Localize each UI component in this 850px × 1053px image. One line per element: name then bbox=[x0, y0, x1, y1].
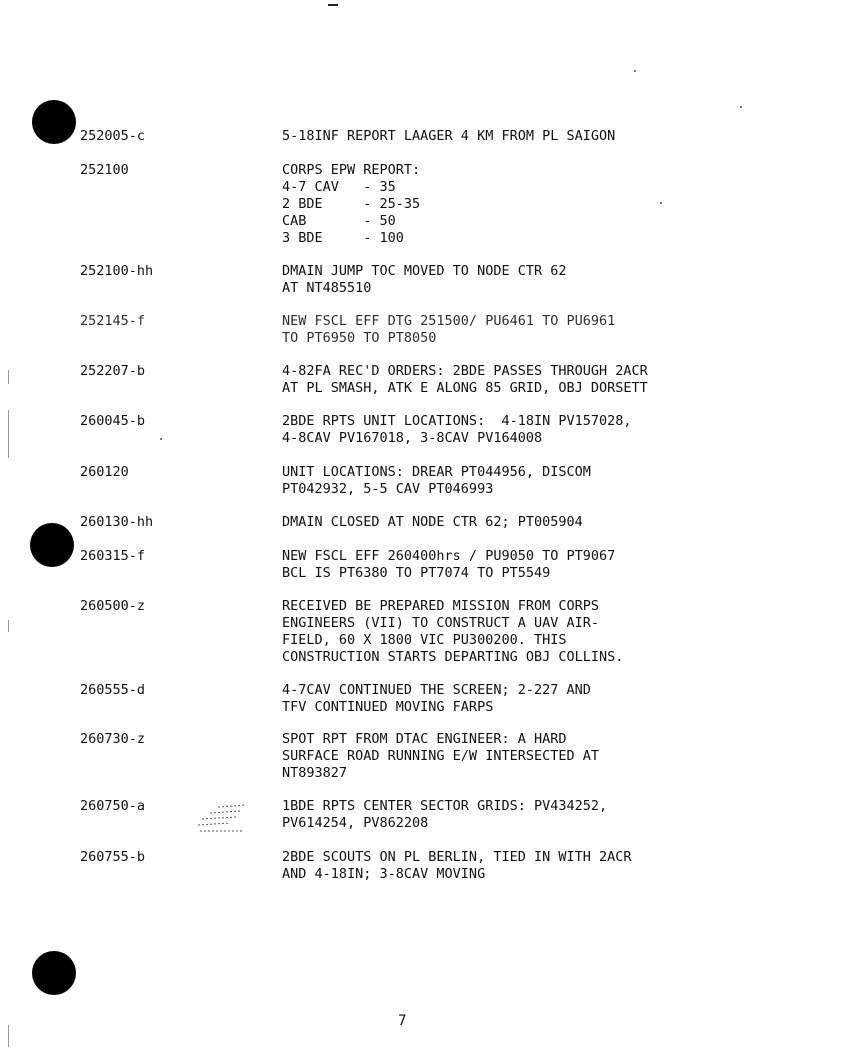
entry-dtg: 260755-b bbox=[80, 849, 146, 865]
entry-dtg: 252145-f bbox=[80, 313, 146, 329]
entry-line: 2BDE RPTS UNIT LOCATIONS: 4-18IN PV157028, bbox=[282, 413, 632, 429]
entry-line: CAB - 50 bbox=[282, 213, 396, 229]
entry-line: CORPS EPW REPORT: bbox=[282, 162, 421, 178]
entry-dtg: 252100 bbox=[80, 162, 129, 178]
entry-dtg: 252100-hh bbox=[80, 263, 154, 279]
entry-dtg: 260315-f bbox=[80, 548, 146, 564]
entry-dtg: 260500-z bbox=[80, 598, 146, 614]
entry-text bbox=[282, 464, 591, 498]
entry-line: NT893827 bbox=[282, 765, 348, 781]
entry-dtg: 260045-b bbox=[80, 413, 146, 429]
entry-line: 3 BDE - 100 bbox=[282, 230, 404, 246]
entry-line: 4-8CAV PV167018, 3-8CAV PV164008 bbox=[282, 430, 543, 446]
entry-text bbox=[282, 682, 591, 716]
entry-line: UNIT LOCATIONS: DREAR PT044956, DISCOM bbox=[282, 464, 591, 480]
entry-line: PT042932, 5-5 CAV PT046993 bbox=[282, 481, 494, 497]
entry-text bbox=[282, 731, 599, 782]
entry-text bbox=[282, 548, 615, 582]
entry-line: RECEIVED BE PREPARED MISSION FROM CORPS bbox=[282, 598, 599, 614]
entry-line: CONSTRUCTION STARTS DEPARTING OBJ COLLINS. bbox=[282, 649, 624, 665]
entry-text bbox=[282, 128, 615, 145]
entry-line: AT NT485510 bbox=[282, 280, 372, 296]
entry-line: 2BDE SCOUTS ON PL BERLIN, TIED IN WITH 2ACR bbox=[282, 849, 632, 865]
entry-line: TO PT6950 TO PT8050 bbox=[282, 330, 437, 346]
entry-line: 2 BDE - 25-35 bbox=[282, 196, 421, 212]
entry-line: 4-7 CAV - 35 bbox=[282, 179, 396, 195]
entry-dtg: 260730-z bbox=[80, 731, 146, 747]
entry-line: 4-7CAV CONTINUED THE SCREEN; 2-227 AND bbox=[282, 682, 591, 698]
entry-line: AND 4-18IN; 3-8CAV MOVING bbox=[282, 866, 486, 882]
entry-dtg: 260750-a bbox=[80, 798, 146, 814]
entry-line: SPOT RPT FROM DTAC ENGINEER: A HARD bbox=[282, 731, 567, 747]
entry-text bbox=[282, 849, 632, 883]
entry-text bbox=[282, 313, 615, 347]
entry-text bbox=[282, 598, 623, 666]
entry-dtg: 252207-b bbox=[80, 363, 146, 379]
entry-line: NEW FSCL EFF DTG 251500/ PU6461 TO PU6961 bbox=[282, 313, 616, 329]
entry-text bbox=[282, 162, 420, 247]
entry-line: AT PL SMASH, ATK E ALONG 85 GRID, OBJ DORSETT bbox=[282, 380, 648, 396]
entry-line: NEW FSCL EFF 260400hrs / PU9050 TO PT9067 bbox=[282, 548, 616, 564]
entry-text bbox=[282, 514, 583, 531]
entry-line: DMAIN JUMP TOC MOVED TO NODE CTR 62 bbox=[282, 263, 567, 279]
entry-line: 5-18INF REPORT LAAGER 4 KM FROM PL SAIGON bbox=[282, 128, 616, 144]
entry-line: FIELD, 60 X 1800 VIC PU300200. THIS bbox=[282, 632, 567, 648]
page-number: 7 bbox=[398, 1013, 407, 1029]
entry-text bbox=[282, 263, 566, 297]
entry-dtg: 252005-c bbox=[80, 128, 146, 144]
entry-line: PV614254, PV862208 bbox=[282, 815, 429, 831]
entry-dtg: 260130-hh bbox=[80, 514, 154, 530]
entry-line: BCL IS PT6380 TO PT7074 TO PT5549 bbox=[282, 565, 551, 581]
entry-line: TFV CONTINUED MOVING FARPS bbox=[282, 699, 494, 715]
entry-line: SURFACE ROAD RUNNING E/W INTERSECTED AT bbox=[282, 748, 599, 764]
entry-line: ENGINEERS (VII) TO CONSTRUCT A UAV AIR- bbox=[282, 615, 599, 631]
entry-dtg: 260120 bbox=[80, 464, 129, 480]
entry-text bbox=[282, 413, 632, 447]
entry-line: DMAIN CLOSED AT NODE CTR 62; PT005904 bbox=[282, 514, 583, 530]
entry-line: 4-82FA REC'D ORDERS: 2BDE PASSES THROUGH 2ACR bbox=[282, 363, 648, 379]
entry-text bbox=[282, 363, 648, 397]
entry-dtg: 260555-d bbox=[80, 682, 146, 698]
entry-line: 1BDE RPTS CENTER SECTOR GRIDS: PV434252, bbox=[282, 798, 608, 814]
entry-text bbox=[282, 798, 607, 832]
